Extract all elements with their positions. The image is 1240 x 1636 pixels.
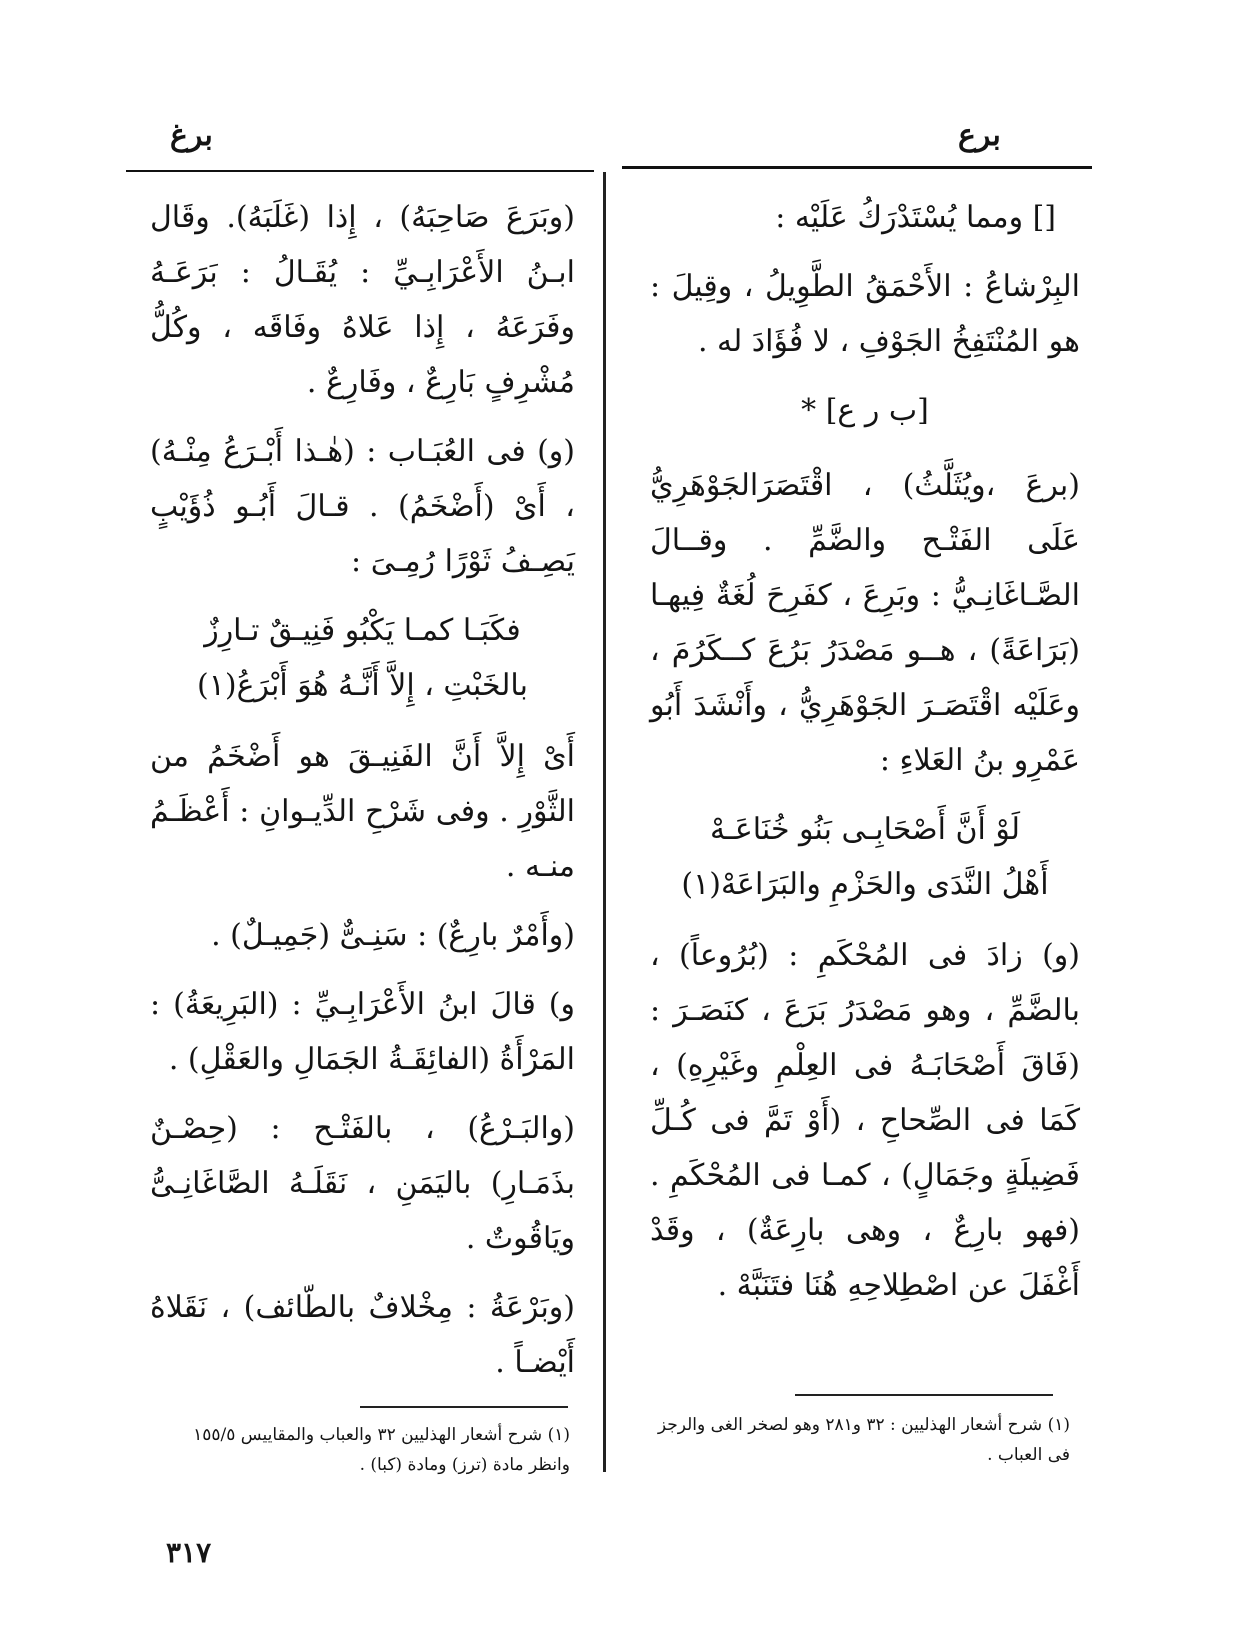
footnote-left: (١) شرح أشعار الهذليين ٣٢ والعباب والمقاييس ١٥٥/٥ وانظر مادة (ترز) ومادة (كبا) .: [193, 1425, 570, 1475]
section-intro: [] ومما يُسْتَدْرَكُ عَلَيْه :: [775, 200, 1056, 235]
verse-line: فكَبَـا كمـا يَكْبُو فَنِيـقٌ تـارِزٌ: [204, 613, 521, 648]
verse-line: أَهْلُ النَّدَى والحَزْمِ والبَرَاعَهْ(١): [681, 867, 1049, 902]
column-divider: [603, 172, 606, 1472]
entry-paragraph: (و) زادَ فى المُحْكَمِ : (بُرُوعاً) ، بالضَّمِّ ، وهو مَصْدَرُ بَرَعَ ، كنَصَـرَ : (فَاقَ أَصْحَابَـهُ فى العِلْمِ وغَيْرِهِ) ، كَمَا فى الصِّحاحِ ، (أَوْ تَمَّ فى كُـلِّ فَضِيلَةٍ وجَمَالٍ) ، كمـا فى المُحْكَمِ . (فهو بارِعٌ ، وهى بارِعَةٌ) ، وقَدْ أَغْفَلَ عن اصْطِلاحِهِ هُنَا فتَنَبَّهْ .: [650, 938, 1080, 1303]
poem-verse: [650, 802, 1080, 912]
entry-paragraph: (و) فى العُبَـاب : (هٰـذا أَبْـرَعُ مِنْـهُ) ، أَىْ (أَضْخَمُ) . قـالَ أَبُـو ذُؤَيْبٍ يَصِـفُ ثَوْرًا رُمِـىَ :: [150, 434, 575, 579]
footnote-rule-left: [360, 1406, 568, 1408]
entry-paragraph: أَىْ إِلاَّ أَنَّ الفَنِيـقَ هو أَضْخَمُ من الثَّوْرِ . وفى شَرْحِ الدِّيـوانِ : أَعْظَـمُ منـه .: [150, 739, 575, 884]
verse-line: لَوْ أَنَّ أَصْحَابِـى بَنُو خُنَاعَـهْ: [709, 812, 1021, 847]
entry-paragraph: (وبَرْعَةُ : مِخْلافٌ بالطّائف) ، نَقَلاهُ أَيْضـاً .: [150, 1290, 575, 1380]
left-column: [150, 190, 575, 1404]
footnote-rule-right: [795, 1394, 1053, 1396]
header-entry-word-right: برع: [958, 118, 1001, 153]
entry-paragraph: (والبَـرْعُ) ، بالفَتْـح : (حِصْـنٌ بذَمَـارِ) باليَمَنِ ، نَقَلَـهُ الصَّاغَانِـىُّ ويَاقُوتٌ .: [150, 1111, 575, 1256]
entry-paragraph: (وأَمْرٌ بارِعٌ) : سَنِـىٌّ (جَمِيـلٌ) .: [211, 918, 575, 953]
poem-verse: [150, 603, 575, 713]
entry-paragraph: (برعَ ،ويُثَلَّثُ) ، اقْتَصَرَالجَوْهَرِيُّ عَلَى الفَتْـح والضَّمِّ . وقــالَ الصَّـاغَانِـيُّ : وبَرِعَ ، كفَرِحَ لُغَةٌ فِيهـا (بَرَاعَةً) ، هــو مَصْدَرُ بَرُعَ كــكَرُمَ ، وعَلَيْه اقْتَصَـرَ الجَوْهَرِيُّ ، وأَنْشَدَ أَبُو عَمْرِو بنُ العَلاءِ :: [650, 468, 1080, 778]
header-entry-word-left: برغ: [170, 118, 213, 153]
entry-paragraph: و) قالَ ابنُ الأَعْرَابِـيِّ : (البَرِيعَةُ) : المَرْأَةُ (الفائِقَـةُ الجَمَالِ والعَقْلِ) .: [150, 987, 575, 1077]
header-rule-right: [622, 166, 1092, 169]
right-column: [650, 190, 1080, 1327]
root-heading: [ب ر ع] *: [801, 393, 929, 428]
header-rule-left: [126, 170, 594, 172]
page-number: ٣١٧: [166, 1536, 212, 1569]
footnote-right: (١) شرح أشعار الهذليين : ٣٢ و٢٨١ وهو لصخر الغى والرجز فى العباب .: [657, 1415, 1070, 1465]
entry-paragraph: البِرْشاعُ : الأَحْمَقُ الطَّوِيلُ ، وقِيلَ : هو المُنْتَفِخُ الجَوْفِ ، لا فُؤَادَ له .: [650, 269, 1080, 359]
entry-paragraph: (وبَرَعَ صَاحِبَهُ) ، إِذا (غَلَبَهُ). وقَال ابـنُ الأَعْرَابِـيِّ : يُقَـالُ : بَرَعَـهُ وفَرَعَهُ ، إِذا عَلاهُ وفَاقَه ، وكُلُّ مُشْرِفٍ بَارِعٌ ، وفَارِعٌ .: [150, 200, 575, 400]
verse-line: بالخَبْتِ ، إِلاَّ أَنَّـهُ هُوَ أَبْرَعُ(١): [197, 668, 528, 703]
